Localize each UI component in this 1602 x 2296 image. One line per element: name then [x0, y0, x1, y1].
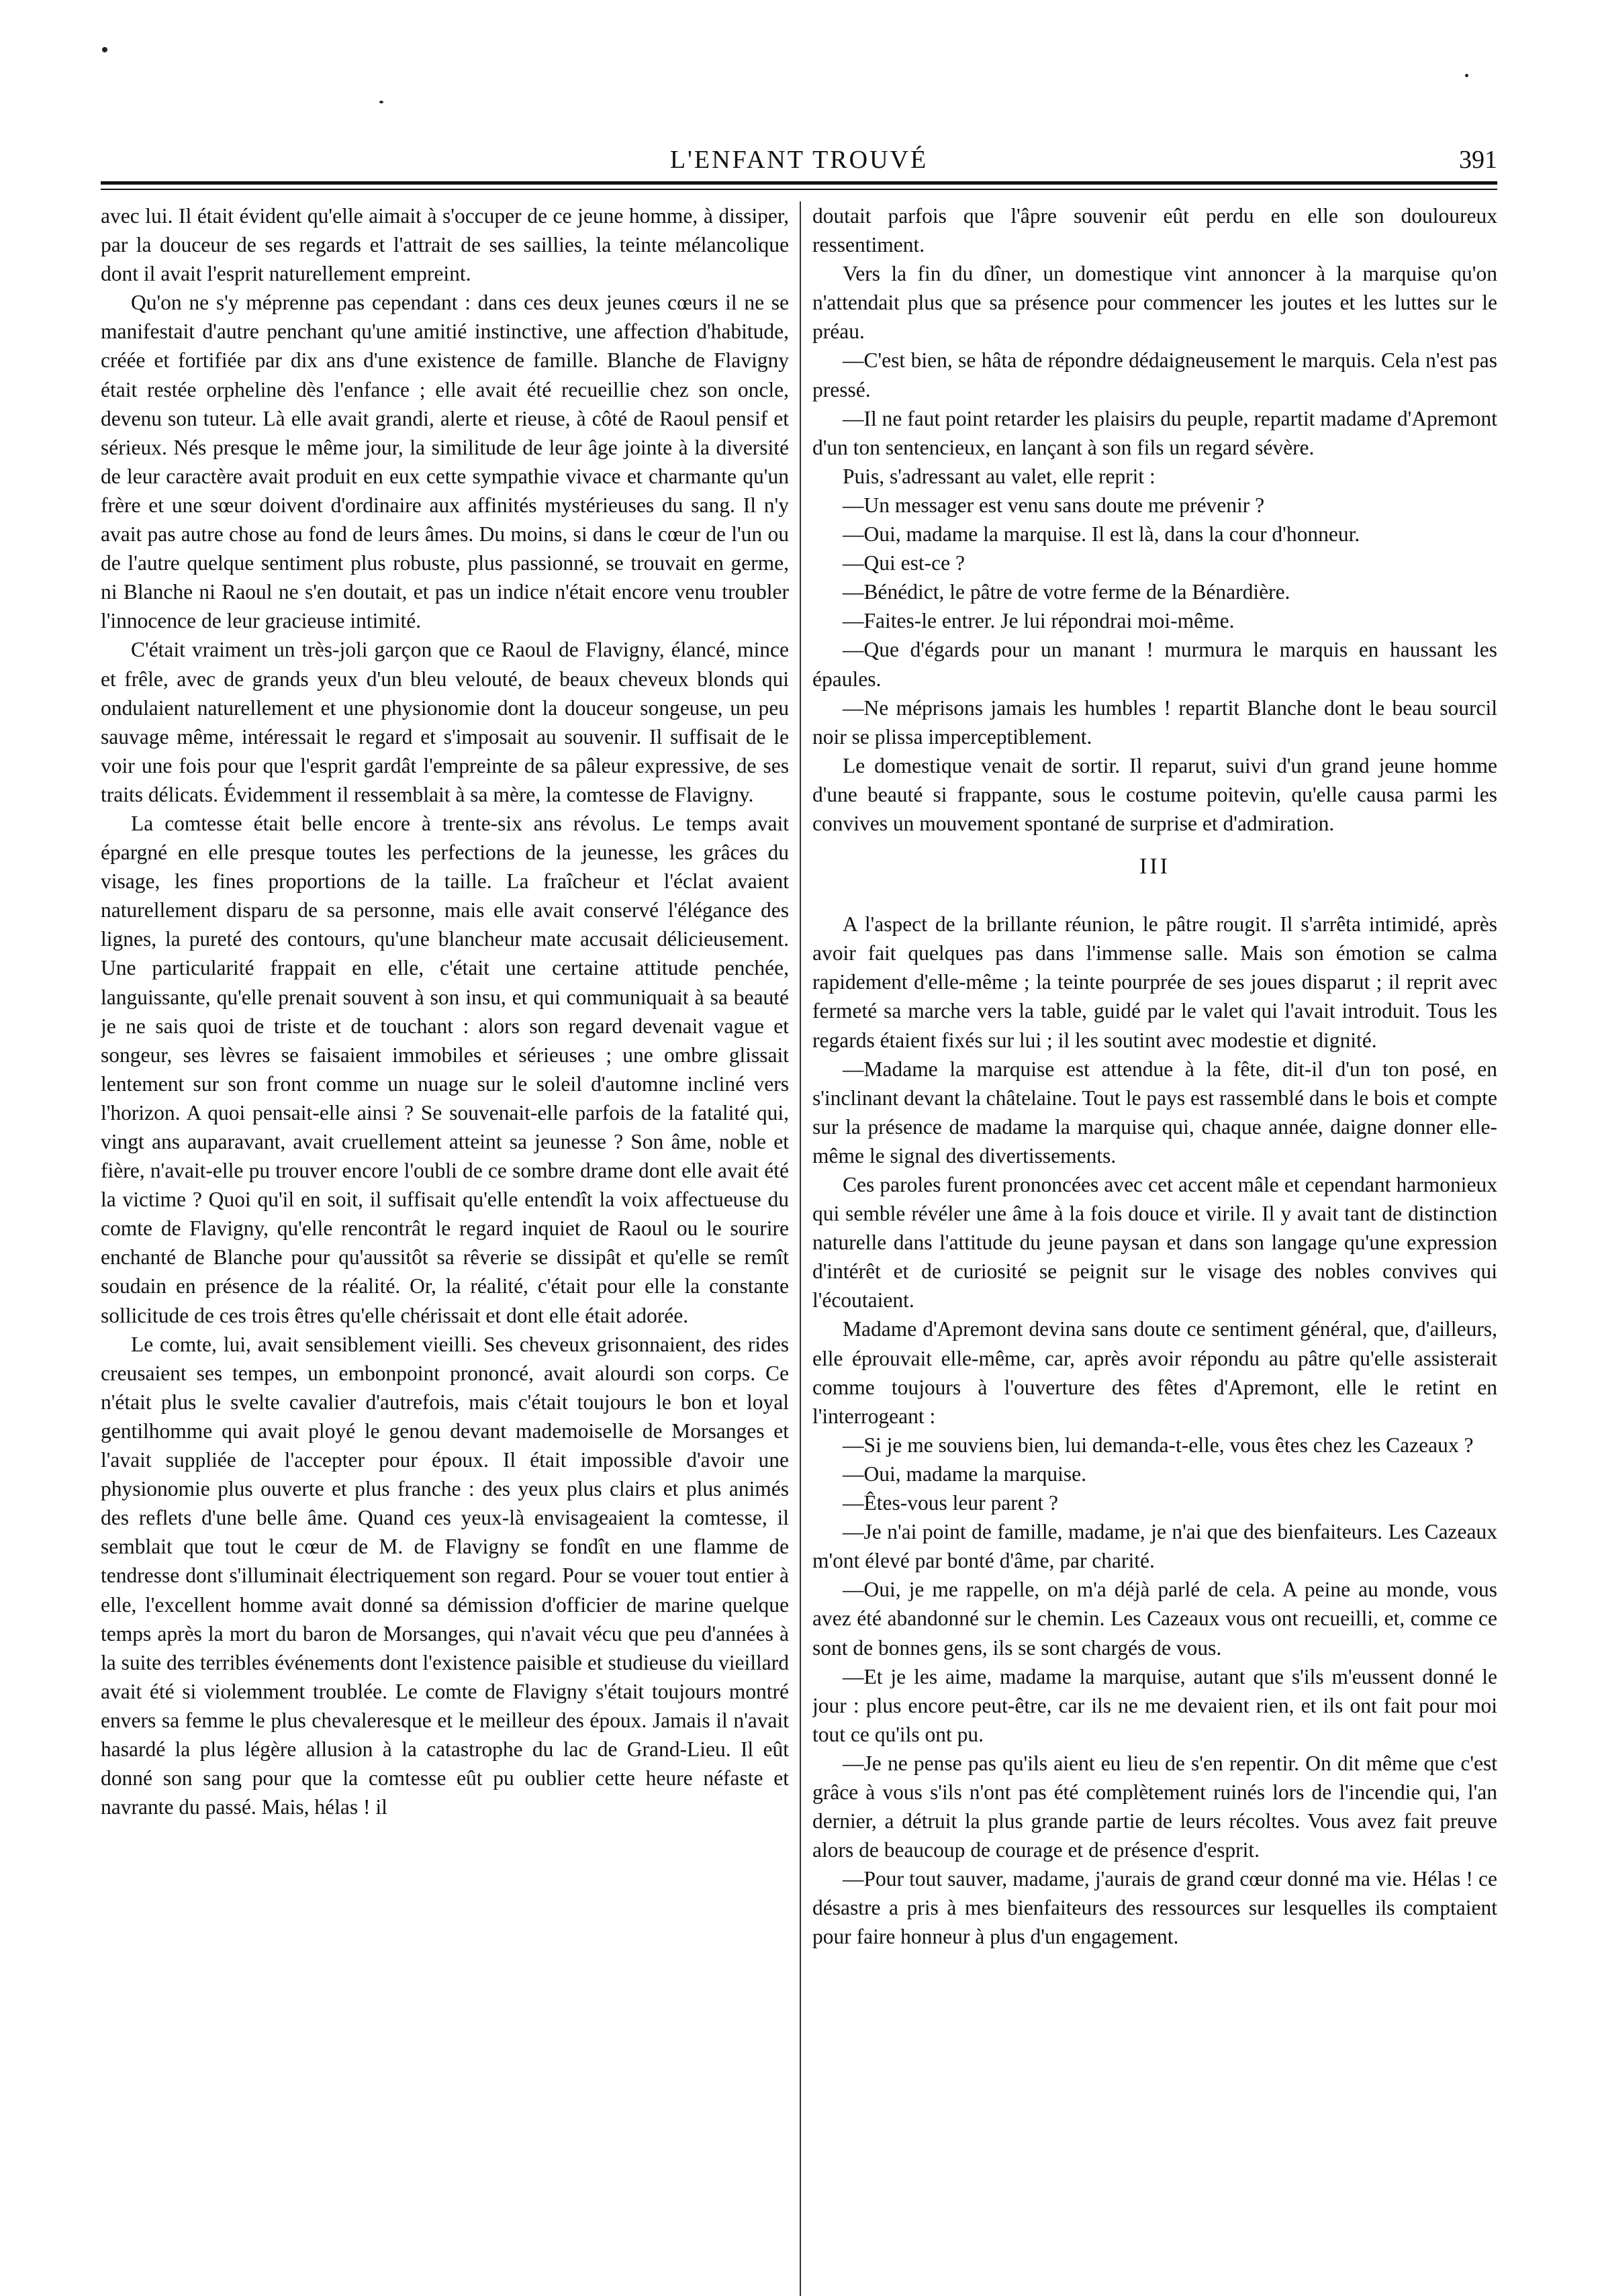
paragraph: doutait parfois que l'âpre souvenir eût perdu en elle son douloureux ressentiment.	[812, 204, 1497, 257]
dialogue-line: —Il ne faut point retarder les plaisirs du peuple, repartit madame d'Apremont d'un ton sentencieux, en lançant à son fils un regard sévère.	[812, 406, 1497, 459]
dialogue-line: —Oui, je me rappelle, on m'a déjà parlé de cela. A peine au monde, vous avez été abandonné sur le chemin. Les Cazeaux vous ont recueilli, et, comme ce sont de bonnes gens, ils se sont chargés de vous.	[812, 1578, 1497, 1660]
paragraph: Puis, s'adressant au valet, elle reprit :	[843, 464, 1156, 488]
header-rule-thin	[101, 189, 1497, 190]
dialogue-line: —Un messager est venu sans doute me prévenir ?	[843, 493, 1265, 517]
running-header	[101, 142, 1497, 180]
dialogue-line: —Si je me souviens bien, lui demanda-t-elle, vous êtes chez les Cazeaux ?	[843, 1433, 1474, 1457]
right-column	[812, 201, 1497, 2162]
dialogue-line: —Êtes-vous leur parent ?	[843, 1491, 1059, 1515]
print-speck	[379, 101, 383, 103]
dialogue-line: —Faites-le entrer. Je lui répondrai moi-même.	[843, 609, 1235, 633]
paragraph: Qu'on ne s'y méprenne pas cependant : dans ces deux jeunes cœurs il ne se manifestait d'autre penchant qu'une amitié instinctive, une affection d'habitude, créée et fortifiée par dix ans d'une existence de famille. Blanche de Flavigny était restée orpheline dès l'enfance ; elle avait été recueillie chez son oncle, devenu son tuteur. Là elle avait grandi, alerte et rieuse, à côté de Raoul pensif et sérieux. Nés presque le même jour, la similitude de leur âge jointe à la diversité de leur caractère avait produit en eux cette sympathie vivace et charmante qu'un frère et une sœur doivent d'ordinaire aux affinités mystérieuses du sang. Il n'y avait pas autre chose au fond de leurs âmes. Du moins, si dans le cœur de l'un ou de l'autre quelque sentiment plus robuste, plus passionné, se trouvait en germe, ni Blanche ni Raoul ne s'en doutait, et pas un indice n'était encore venu troubler l'innocence de leur gracieuse intimité.	[101, 291, 789, 633]
dialogue-line: —Oui, madame la marquise.	[843, 1462, 1087, 1486]
dialogue-line: —Je n'ai point de famille, madame, je n'ai que des bienfaiteurs. Les Cazeaux m'ont élevé par bonté d'âme, par charité.	[812, 1520, 1497, 1573]
dialogue-line: —Madame la marquise est attendue à la fête, dit-il d'un ton posé, en s'inclinant devant la châtelaine. Tout le pays est rassemblé dans le bois et compte sur la présence de madame la marquise qui, chaque année, daigne donner elle-même le signal des divertissements.	[812, 1057, 1497, 1167]
dialogue-line: —Bénédict, le pâtre de votre ferme de la Bénardière.	[843, 580, 1290, 604]
dialogue-line: —Ne méprisons jamais les humbles ! repartit Blanche dont le beau sourcil noir se plissa imperceptiblement.	[812, 696, 1497, 749]
dialogue-line: —Oui, madame la marquise. Il est là, dans la cour d'honneur.	[843, 522, 1360, 546]
column-divider	[800, 201, 801, 2296]
page-number: 391	[1459, 146, 1497, 174]
paragraph: La comtesse était belle encore à trente-six ans révolus. Le temps avait épargné en elle presque toutes les perfections de la jeunesse, les grâces du visage, les fines proportions de la taille. La fraîcheur et l'éclat avaient naturellement disparu de sa personne, mais elle avait conservé l'élégance des lignes, la pureté des contours, qu'une blancheur mate accusait délicieusement. Une particularité frappait en elle, c'était une certaine attitude penchée, languissante, qu'elle prenait souvent à son insu, et qui communiquait à sa beauté je ne sais quoi de triste et de touchant : alors son regard devenait vague et songeur, ses lèvres se faisaient immobiles et sérieuses ; une ombre glissait lentement sur son front comme un nuage sur le soleil d'automne incliné vers l'horizon. A quoi pensait-elle ainsi ? Se souvenait-elle parfois de la fatalité qui, vingt ans auparavant, avait cruellement atteint sa jeunesse ? Son âme, noble et fière, n'avait-elle pu trouver encore l'oubli de ce sombre drame dont elle avait été la victime ? Quoi qu'il en soit, il suffisait qu'elle entendît la voix affectueuse du comte de Flavigny, qu'elle rencontrât le regard inquiet de Raoul ou le sourire enchanté de Blanche pour qu'aussitôt sa rêverie se dissipât et qu'elle se remît soudain en présence de la réalité. Or, la réalité, c'était pour elle la constante sollicitude de ces trois êtres qu'elle chérissait et dont elle était adorée.	[101, 811, 789, 1327]
section-heading: III	[1139, 854, 1170, 879]
dialogue-line: —Que d'égards pour un manant ! murmura le marquis en haussant les épaules.	[812, 638, 1497, 691]
dialogue-line: —C'est bien, se hâta de répondre dédaigneusement le marquis. Cela n'est pas pressé.	[812, 348, 1497, 401]
paragraph: avec lui. Il était évident qu'elle aimait à s'occuper de ce jeune homme, à dissiper, par la douceur de ses regards et l'attrait de ses saillies, la teinte mélancolique dont il avait l'esprit naturellement empreint.	[101, 204, 789, 286]
paragraph: Vers la fin du dîner, un domestique vint annoncer à la marquise qu'on n'attendait plus que sa présence pour commencer les joutes et les luttes sur le préau.	[812, 262, 1497, 344]
paragraph: Le comte, lui, avait sensiblement vieilli. Ses cheveux grisonnaient, des rides creusaient ses tempes, un embonpoint prononcé, avait alourdi son corps. Ce n'était plus le svelte cavalier d'autrefois, mais c'était toujours le bon et loyal gentilhomme qui avait ployé le genou devant mademoiselle de Morsanges et l'avait suppliée de l'accepter pour époux. Il était impossible d'avoir une physionomie plus ouverte et plus franche : des yeux plus clairs et plus animés des reflets d'une belle âme. Quand ces yeux-là envisageaient la comtesse, il semblait que tout le cœur de M. de Flavigny se fondît en une flamme de tendresse dont s'illuminait électriquement son regard. Pour se vouer tout entier à elle, l'excellent homme avait donné sa démission d'officier de marine quelque temps après la mort du baron de Morsanges, qui n'avait vécu que peu d'années à la suite des terribles événements dont l'existence paisible et studieuse du vieillard avait été si violemment troublée. Le comte de Flavigny s'était toujours montré envers sa femme le plus chevaleresque et le meilleur des époux. Jamais il n'avait hasardé la plus légère allusion à la catastrophe du lac de Grand-Lieu. Il eût donné son sang pour que la comtesse eût pu oublier cette heure néfaste et navrante du passé. Mais, hélas ! il	[101, 1332, 789, 1819]
print-speck	[1465, 74, 1468, 77]
paragraph: Madame d'Apremont devina sans doute ce sentiment général, que, d'ailleurs, elle éprouvait elle-même, car, après avoir répondu au pâtre qu'elle assisterait comme toujours à l'ouverture des fêtes d'Apremont, elle le retint en l'interrogeant :	[812, 1317, 1497, 1428]
dialogue-line: —Je ne pense pas qu'ils aient eu lieu de s'en repentir. On dit même que c'est grâce à vous s'ils n'ont pas été complètement ruinés lors de l'incendie qui, l'an dernier, a détruit la plus grande partie de leurs récoltes. Vous avez fait preuve alors de beaucoup de courage et de présence d'esprit.	[812, 1751, 1497, 1862]
left-column	[101, 201, 789, 2162]
paragraph: Ces paroles furent prononcées avec cet accent mâle et cependant harmonieux qui semble révéler une âme à la fois douce et virile. Il y avait tant de distinction naturelle dans l'attitude du jeune paysan et dans son langage qu'une expression d'intérêt et de curiosité se peignit sur le visage des nobles convives qui l'écoutaient.	[812, 1173, 1497, 1312]
dialogue-line: —Pour tout sauver, madame, j'aurais de grand cœur donné ma vie. Hélas ! ce désastre a pris à mes bienfaiteurs des ressources sur lesquelles ils comptaient pour faire honneur à plus d'un engagement.	[812, 1867, 1497, 1949]
print-speck	[102, 47, 107, 52]
paragraph: C'était vraiment un très-joli garçon que ce Raoul de Flavigny, élancé, mince et frêle, avec de grands yeux d'un bleu velouté, de beaux cheveux blonds qui ondulaient naturellement et une physionomie dont la douceur songeuse, un peu sauvage même, intéressait le regard et s'imposait au souvenir. Il suffisait de le voir une fois pour que l'esprit gardât l'empreinte de sa pâleur expressive, de ses traits délicats. Évidemment il ressemblait à sa mère, la comtesse de Flavigny.	[101, 638, 789, 806]
paragraph: A l'aspect de la brillante réunion, le pâtre rougit. Il s'arrêta intimidé, après avoir fait quelques pas dans l'immense salle. Mais son émotion se calma rapidement d'elle-même ; la teinte pourprée de ses joues disparut ; il reprit avec fermeté sa marche vers la table, guidé par le valet qui l'avait introduit. Tous les regards étaient fixés sur lui ; il les soutint avec modestie et dignité.	[812, 912, 1497, 1052]
running-title: L'ENFANT TROUVÉ	[669, 146, 929, 174]
paragraph: Le domestique venait de sortir. Il reparut, suivi d'un grand jeune homme d'une beauté si frappante, sous le costume poitevin, qu'elle causa parmi les convives un mouvement spontané de surprise et d'admiration.	[812, 753, 1497, 835]
header-rule-thick	[101, 181, 1497, 185]
dialogue-line: —Qui est-ce ?	[843, 551, 965, 575]
dialogue-line: —Et je les aime, madame la marquise, autant que s'ils m'eussent donné le jour : plus encore peut-être, car ils ne me devaient rien, et ils ont fait pour moi tout ce qu'ils ont pu.	[812, 1664, 1497, 1746]
